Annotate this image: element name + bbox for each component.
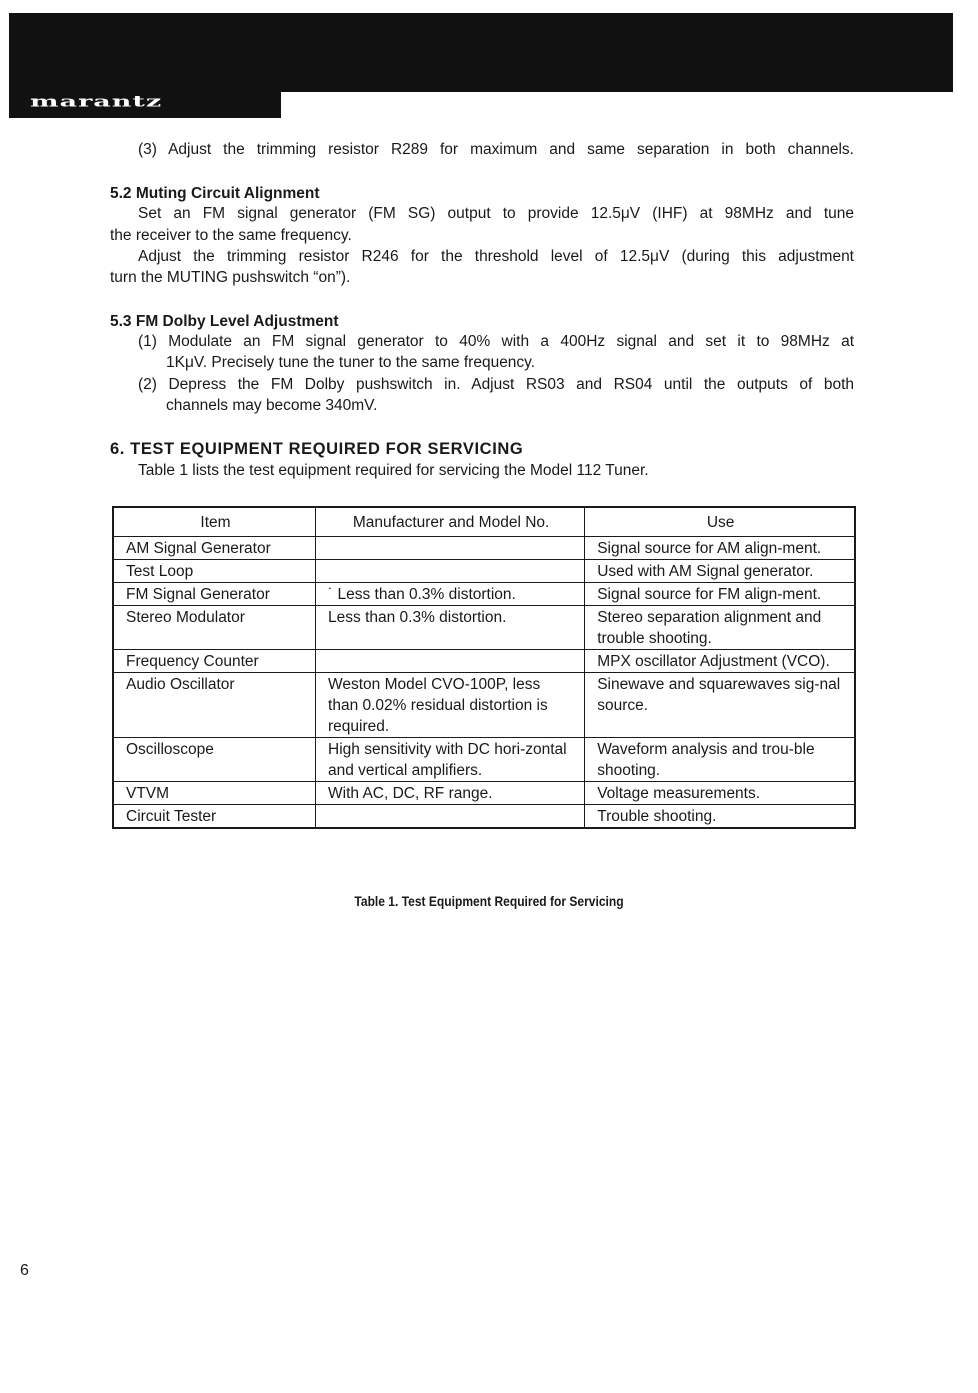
table-row: [113, 673, 855, 738]
cell-use: Trouble shooting.: [585, 805, 855, 829]
cell-manufacturer: Weston Model CVO-100P, less than 0.02% residual distortion is required.: [316, 673, 585, 738]
section-5-2-line-3: Adjust the trimming resistor R246 for the threshold level of 12.5μV (during this adjustment: [138, 248, 854, 265]
table-row: [113, 537, 855, 560]
section-6-intro: Table 1 lists the test equipment required for servicing the Model 112 Tuner.: [138, 462, 649, 479]
cell-item: AM Signal Generator: [113, 537, 316, 560]
section-5-2-line-4: turn the MUTING pushswitch “on”).: [110, 269, 351, 286]
cell-manufacturer: High sensitivity with DC hori-zontal and vertical amplifiers.: [316, 738, 585, 782]
header-manufacturer: Manufacturer and Model No.: [316, 507, 585, 537]
section-5-2-line-2: the receiver to the same frequency.: [110, 227, 352, 244]
table-row: [113, 650, 855, 673]
table-header-row: [113, 507, 855, 537]
section-5-3-item-2-line-2: channels may become 340mV.: [166, 397, 378, 414]
header-item: Item: [113, 507, 316, 537]
section-5-3-item-1-line-2: 1KμV. Precisely tune the tuner to the same frequency.: [166, 354, 536, 371]
cell-item: FM Signal Generator: [113, 583, 316, 606]
cell-manufacturer: [316, 560, 585, 583]
cell-item: Oscilloscope: [113, 738, 316, 782]
section-6-heading: 6. TEST EQUIPMENT REQUIRED FOR SERVICING: [110, 440, 524, 458]
table-row: [113, 583, 855, 606]
cell-manufacturer: [316, 805, 585, 829]
table-row: [113, 782, 855, 805]
cell-manufacturer: With AC, DC, RF range.: [316, 782, 585, 805]
header-use: Use: [585, 507, 855, 537]
cell-use: Voltage measurements.: [585, 782, 855, 805]
cell-use: Used with AM Signal generator.: [585, 560, 855, 583]
table-caption: Table 1. Test Equipment Required for Servicing: [354, 893, 624, 909]
cell-item: VTVM: [113, 782, 316, 805]
cell-use: Signal source for AM align-ment.: [585, 537, 855, 560]
cell-use: Stereo separation alignment and trouble shooting.: [585, 606, 855, 650]
section-5-3-item-2-line-1: (2) Depress the FM Dolby pushswitch in. Adjust RS03 and RS04 until the outputs of both: [138, 376, 854, 393]
cell-manufacturer: ˙ Less than 0.3% distortion.: [316, 583, 585, 606]
table-row: [113, 805, 855, 829]
test-equipment-table: [112, 506, 856, 829]
cell-item: Stereo Modulator: [113, 606, 316, 650]
section-5-3-heading: 5.3 FM Dolby Level Adjustment: [110, 313, 339, 330]
cell-manufacturer: Less than 0.3% distortion.: [316, 606, 585, 650]
cell-manufacturer: [316, 650, 585, 673]
section-5-2-line-1: Set an FM signal generator (FM SG) output to provide 12.5μV (IHF) at 98MHz and tune: [138, 205, 854, 222]
cell-item: Test Loop: [113, 560, 316, 583]
item-3-text: (3) Adjust the trimming resistor R289 for maximum and same separation in both channels.: [138, 141, 854, 158]
cell-use: MPX oscillator Adjustment (VCO).: [585, 650, 855, 673]
section-5-2-heading: 5.2 Muting Circuit Alignment: [110, 185, 320, 202]
table-row: [113, 738, 855, 782]
cell-item: Audio Oscillator: [113, 673, 316, 738]
table-row: [113, 606, 855, 650]
header-bar: [9, 13, 953, 92]
page-number: 6: [20, 1262, 29, 1279]
cell-use: Signal source for FM align-ment.: [585, 583, 855, 606]
cell-use: Sinewave and squarewaves sig-nal source.: [585, 673, 855, 738]
table-row: [113, 560, 855, 583]
brand-logo: marantz: [30, 93, 163, 111]
cell-item: Frequency Counter: [113, 650, 316, 673]
cell-use: Waveform analysis and trou-ble shooting.: [585, 738, 855, 782]
cell-manufacturer: [316, 537, 585, 560]
section-5-3-item-1-line-1: (1) Modulate an FM signal generator to 40% with a 400Hz signal and set it to 98MHz at: [138, 333, 854, 350]
cell-item: Circuit Tester: [113, 805, 316, 829]
